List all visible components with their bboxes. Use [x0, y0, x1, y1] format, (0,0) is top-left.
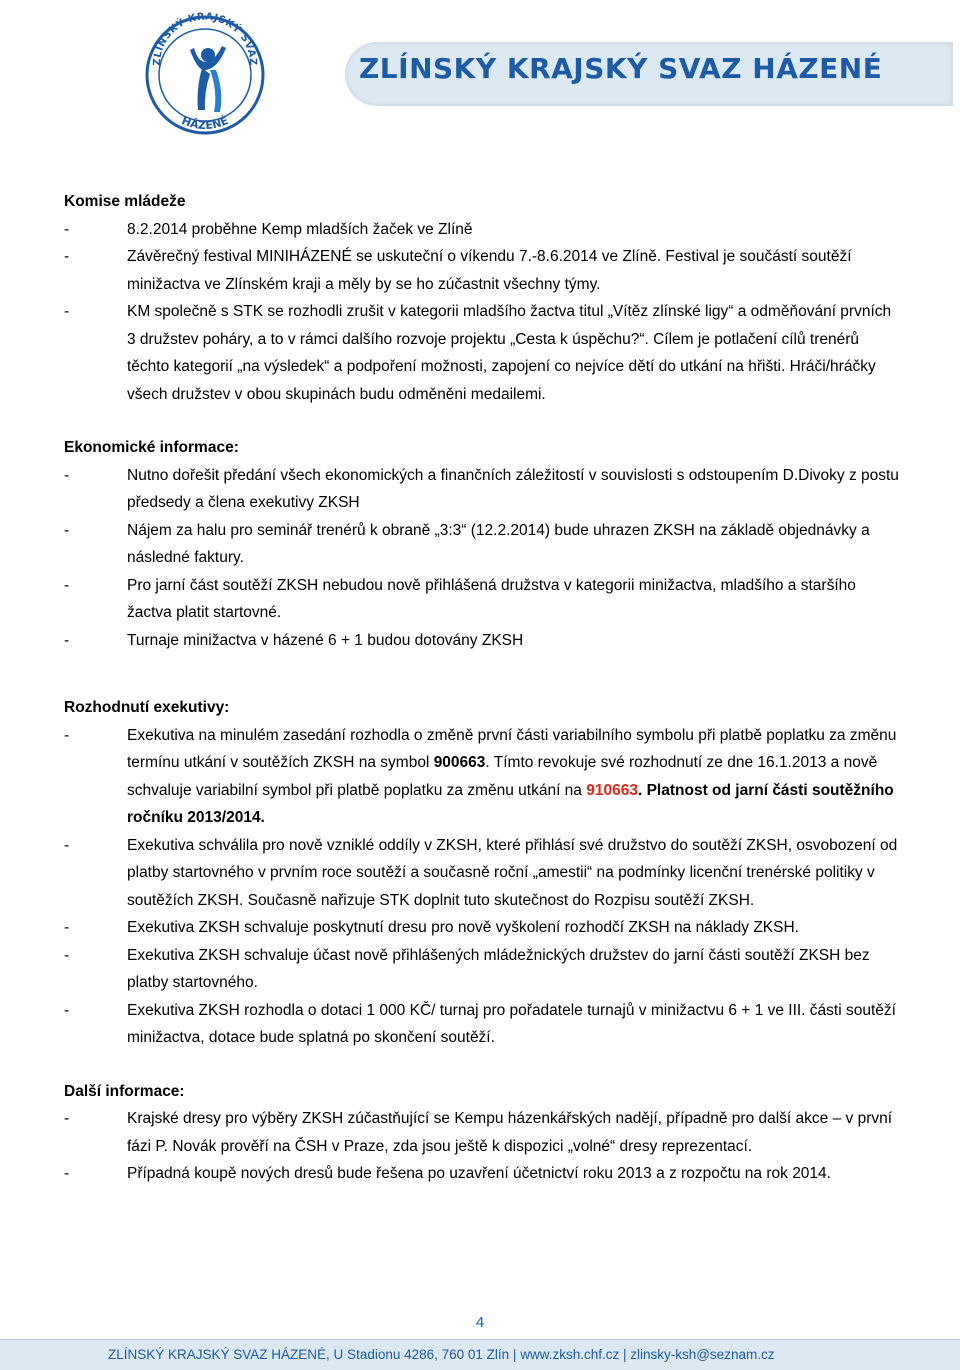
list-dash: - [64, 248, 70, 265]
association-logo [140, 0, 270, 150]
list-dash: - [64, 1165, 70, 1182]
list-item [64, 1105, 904, 1160]
list-dash: - [64, 521, 70, 539]
validity-note: . Platnost od jarní části soutěžního ročníku 2013/2014. [127, 781, 894, 826]
list-dash: - [64, 576, 70, 594]
list-dash: - [64, 220, 70, 238]
list-dash: - [64, 466, 70, 484]
section-executive-decisions [64, 694, 904, 1052]
list-dash: - [64, 631, 70, 649]
list-dash: - [64, 1001, 70, 1019]
section-heading: Komise mládeže [64, 193, 186, 210]
list-item [64, 1160, 904, 1188]
list-item-text: Exekutiva ZKSH schvaluje účast nově přihlášených mládežnických družstev do jarní části soutěží ZKSH bez platby startovného. [127, 946, 870, 991]
old-symbol: 900663 [433, 754, 486, 771]
footer-contact: ZLÍNSKÝ KRAJSKÝ SVAZ HÁZENÉ, U Stadionu 4286, 760 01 Zlín | www.zksh.chf.cz | zlinsky-ksh@seznam.cz [108, 1347, 775, 1362]
list-item [64, 627, 904, 655]
section-youth-commission [64, 188, 904, 408]
list-item-text: Exekutiva ZKSH schvaluje poskytnutí dresu pro nově vyškolení rozhodčí ZKSH na náklady ZKSH. [127, 919, 799, 936]
list-item [64, 298, 904, 408]
list-dash: - [64, 303, 70, 320]
list-item [64, 216, 904, 244]
list-item [64, 462, 904, 517]
page-header [0, 0, 960, 165]
list-item [64, 722, 904, 832]
new-symbol: 910663 [586, 781, 638, 799]
list-item-text: Případná koupě nových dresů bude řešena po uzavření účetnictví roku 2013 a z rozpočtu na rok 2014. [127, 1165, 831, 1182]
list-item-text: 8.2.2014 proběhne Kemp mladších žaček ve Zlíně [127, 220, 473, 238]
list-item-text: Exekutiva schválila pro nově vzniklé oddíly v ZKSH, které přihlásí své družstvo do soutěží ZKSH, osvobození od platby startovného v prvním roce soutěží a současně roční „amestii“ na podmínky licenční trenérské politiky v soutěžích ZKSH. Současně nařizuje STK doplnit tuto skutečnost do Rozpisu soutěží ZKSH. [127, 836, 898, 909]
section-heading: Další informace: [64, 1082, 185, 1100]
list-item-text: Nájem za halu pro seminář trenérů k obraně „3:3“ (12.2.2014) bude uhrazen ZKSH na základě objednávky a následné faktury. [127, 521, 870, 566]
list-item-text: KM společně s STK se rozhodli zrušit v kategorii mladšího žactva titul „Vítěz zlínské ligy“ a odměňování prvních 3 družstev poháry, a to v rámci dalšího rozvoje projektu „Cesta k úspěchu?“. Cílem je potlačení cílů trenérů těchto kategorií „na výsledek“ a podpoření možnosti, zapojení co nejvíce dětí do utkání na hřišti. Hráči/hráčky všech družstev v obou skupinách budu odměněni medailemi. [127, 303, 892, 403]
list-item [64, 914, 904, 942]
list-item-text: Exekutiva ZKSH rozhodla o dotaci 1 000 KČ/ turnaj pro pořadatele turnajů v minižactvu 6 + 1 ve III. části soutěží minižactva, dotace bude splatná po skončení soutěží. [127, 1001, 896, 1046]
text-run: . Tímto revokuje své rozhodnutí ze dne 16.1.2013 a nově schvaluje variabilní symbol při platbě poplatku za změnu utkání na [127, 754, 878, 799]
document-body [64, 188, 904, 1214]
page-number: 4 [475, 1314, 485, 1331]
list-dash: - [64, 919, 70, 936]
list-dash: - [64, 836, 70, 854]
svg-text:ZLÍNSKÝ KRAJSKÝ SVAZ: ZLÍNSKÝ KRAJSKÝ SVAZ [151, 11, 259, 67]
svg-text:HÁZENÉ: HÁZENÉ [179, 114, 231, 133]
section-other-info [64, 1078, 904, 1188]
list-item-text: Nutno dořešit předání všech ekonomických a finančních záležitostí v souvislosti s odstoupením D.Divoky z postu předsedy a člena exekutivy ZKSH [127, 466, 899, 511]
list-item-text [127, 722, 904, 832]
list-item [64, 942, 904, 997]
banner-title: ZLÍNSKÝ KRAJSKÝ SVAZ HÁZENÉ [359, 52, 883, 85]
list-item [64, 572, 904, 627]
list-dash: - [64, 946, 70, 964]
section-economic-info [64, 434, 904, 654]
text-run: Exekutiva na minulém zasedání rozhodla o změně první části variabilního symbolu při platbě poplatku za změnu termínu utkání v soutěžích ZKSH na symbol [127, 726, 897, 771]
list-dash: - [64, 726, 70, 744]
list-item [64, 517, 904, 572]
list-item [64, 997, 904, 1052]
list-item-text: Turnaje minižactva v házené 6 + 1 budou dotovány ZKSH [127, 631, 524, 649]
list-item [64, 243, 904, 298]
section-heading: Ekonomické informace: [64, 439, 239, 456]
list-dash: - [64, 1110, 70, 1127]
page-footer [0, 1339, 960, 1370]
list-item [64, 832, 904, 915]
list-item-text: Pro jarní část soutěží ZKSH nebudou nově přihlášená družstva v kategorii minižactva, mladšího a staršího žactva platit startovné. [127, 576, 856, 621]
list-item-text: Krajské dresy pro výběry ZKSH zúčastňující se Kempu házenkářských nadějí, případně pro další akce – v první fázi P. Novák prověří na ČSH v Praze, zda jsou ještě k dispozici „volné“ dresy reprezentací. [127, 1110, 893, 1155]
header-banner [345, 42, 953, 106]
list-item-text: Závěrečný festival MINIHÁZENÉ se uskuteční o víkendu 7.-8.6.2014 ve Zlíně. Festival je součástí soutěží minižactva ve Zlínském kraji a měly by se ho zúčastnit všechny týmy. [127, 248, 852, 293]
section-heading: Rozhodnutí exekutivy: [64, 699, 230, 716]
